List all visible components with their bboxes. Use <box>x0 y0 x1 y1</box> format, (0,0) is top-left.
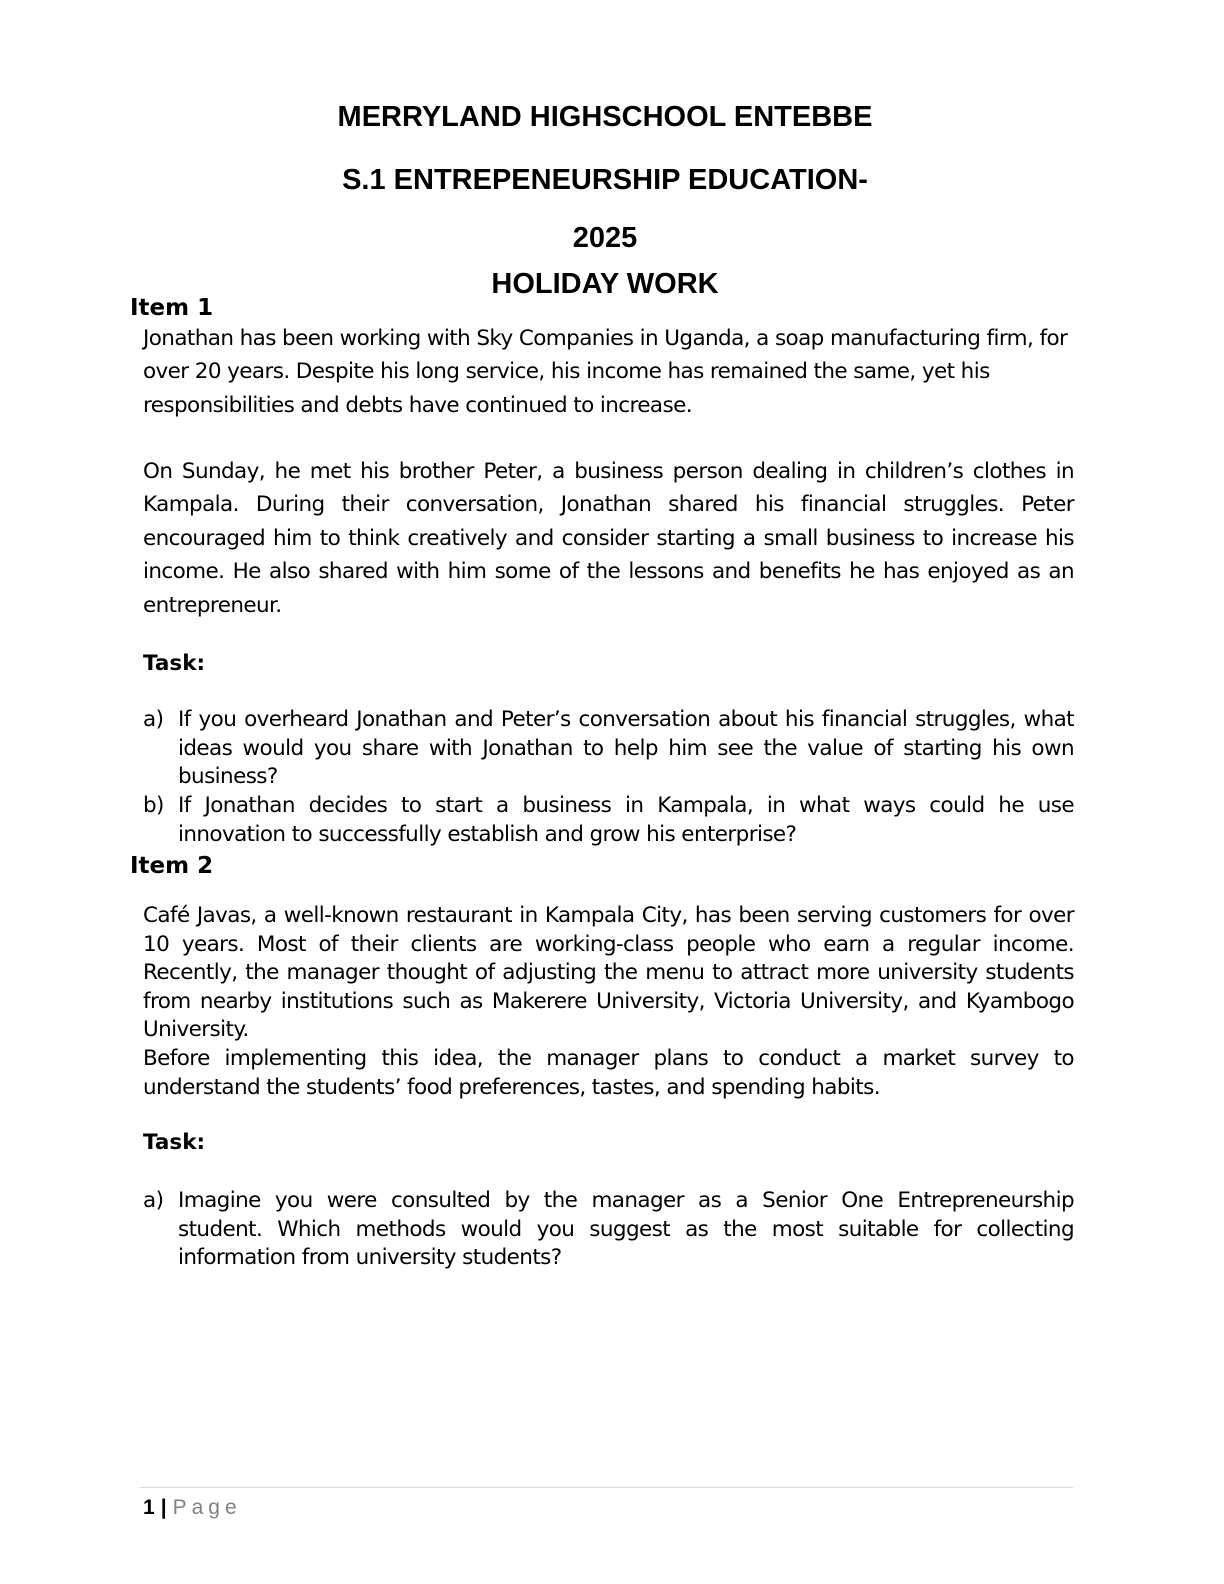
page-number: 1 <box>143 1496 155 1519</box>
item-2-question-a <box>143 1187 1074 1273</box>
item-2-task-label: Task: <box>143 1130 206 1155</box>
item-1-question-b <box>143 792 1074 849</box>
page-label: Page <box>172 1496 242 1519</box>
year-title: 2025 <box>572 222 638 254</box>
item-2-paragraph-2: Before implementing this idea, the manager plans to conduct a market survey to understand the students’ food preferences, tastes, and spending habits. <box>143 1046 1074 1100</box>
item-2-heading: Item 2 <box>130 853 214 879</box>
question-text: If Jonathan decides to start a business in Kampala, in what ways could he use innovation to successfully establish and grow his enterprise? <box>178 793 1074 847</box>
item-1-heading: Item 1 <box>130 295 214 321</box>
holiday-work-title: HOLIDAY WORK <box>491 268 719 300</box>
item-1-question-a <box>143 706 1074 792</box>
question-marker: b) <box>143 793 164 818</box>
question-marker: a) <box>143 707 164 732</box>
question-text: Imagine you were consulted by the manager as a Senior One Entrepreneurship student. Which methods would you suggest as the most suitable for collecting information from university students? <box>178 1188 1074 1270</box>
subject-title: S.1 ENTREPENEURSHIP EDUCATION- <box>342 164 868 196</box>
school-name: MERRYLAND HIGHSCHOOL ENTEBBE <box>337 101 873 133</box>
item-1-paragraph-1: Jonathan has been working with Sky Companies in Uganda, a soap manufacturing firm, for over 20 years. Despite his long service, his income has remained the same, yet his responsibilities and debts have continued to increase. <box>143 326 1068 418</box>
item-2-paragraph-1: Café Javas, a well-known restaurant in Kampala City, has been serving customers for over 10 years. Most of their clients are working-class people who earn a regular income. Recently, the manager thought of adjusting the menu to attract more university students from nearby institutions such as Makerere University, Victoria University, and Kyambogo University. <box>143 903 1074 1042</box>
question-text: If you overheard Jonathan and Peter’s conversation about his financial struggles, what ideas would you share with Jonathan to help him see the value of starting his own business? <box>178 707 1074 789</box>
question-marker: a) <box>143 1188 164 1213</box>
page-footer <box>143 1494 242 1522</box>
footer-separator: | <box>160 1496 167 1519</box>
item-1-task-label: Task: <box>143 651 206 676</box>
item-1-paragraph-2: On Sunday, he met his brother Peter, a business person dealing in children’s clothes in Kampala. During their conversation, Jonathan shared his financial struggles. Peter encouraged him to think creatively and consider starting a small business to increase his income. He also shared with him some of the lessons and benefits he has enjoyed as an entrepreneur. <box>143 459 1074 618</box>
footer-divider <box>140 1487 1073 1488</box>
